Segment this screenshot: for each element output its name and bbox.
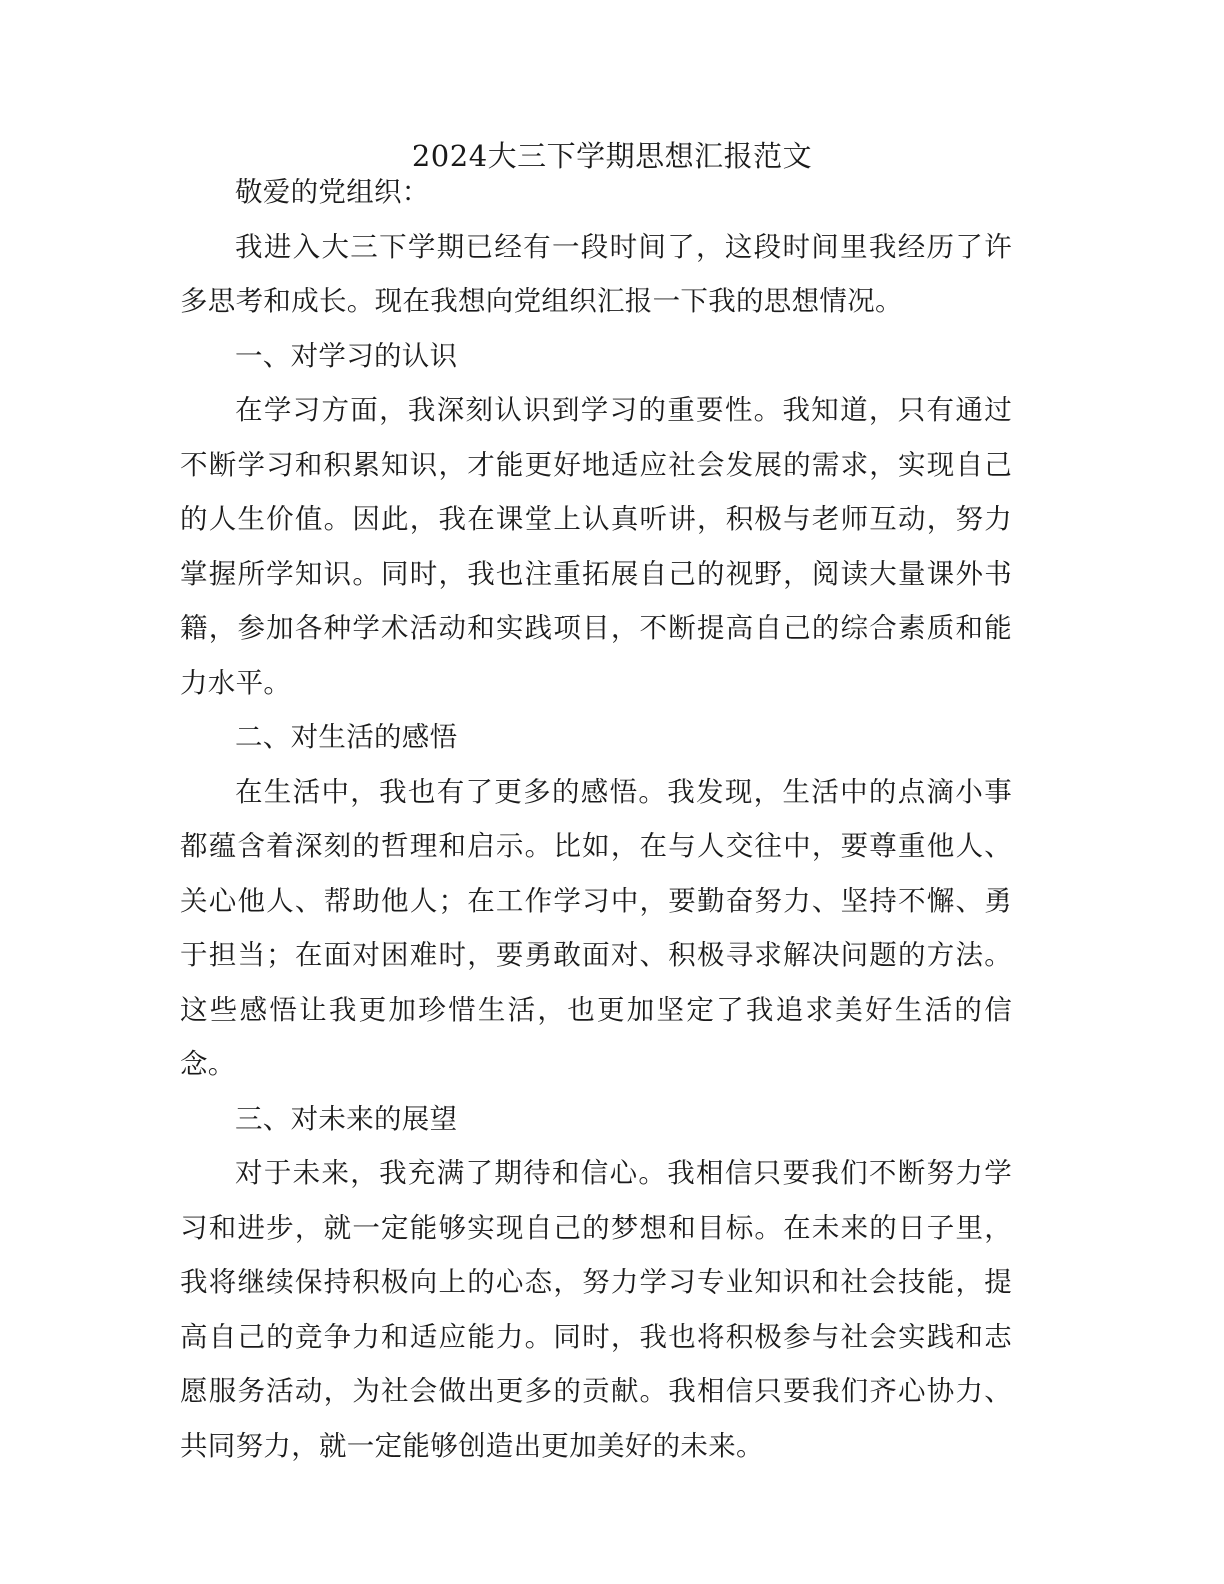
document-body xyxy=(180,165,1012,1473)
paragraph-life: 在生活中，我也有了更多的感悟。我发现，生活中的点滴小事都蕴含着深刻的哲理和启示。比如，在与人交往中，要尊重他人、关心他人、帮助他人；在工作学习中，要勤奋努力、坚持不懈、勇于担当；在面对困难时，要勇敢面对、积极寻求解决问题的方法。这些感悟让我更加珍惜生活，也更加坚定了我追求美好生活的信念。 xyxy=(180,775,1012,1080)
document-title: 2024大三下学期思想汇报范文 xyxy=(411,139,813,173)
paragraph-intro: 我进入大三下学期已经有一段时间了，这段时间里我经历了许多思考和成长。现在我想向党组织汇报一下我的思想情况。 xyxy=(180,230,1012,317)
paragraph-future: 对于未来，我充满了期待和信心。我相信只要我们不断努力学习和进步，就一定能够实现自己的梦想和目标。在未来的日子里，我将继续保持积极向上的心态，努力学习专业知识和社会技能，提高自己的竞争力和适应能力。同时，我也将积极参与社会实践和志愿服务活动，为社会做出更多的贡献。我相信只要我们齐心协力、共同努力，就一定能够创造出更加美好的未来。 xyxy=(180,1157,1012,1462)
section-heading-life: 二、对生活的感悟 xyxy=(235,721,458,753)
salutation: 敬爱的党组织： xyxy=(235,176,430,208)
section-heading-study: 一、对学习的认识 xyxy=(235,339,458,372)
paragraph-study: 在学习方面，我深刻认识到学习的重要性。我知道，只有通过不断学习和积累知识，才能更好地适应社会发展的需求，实现自己的人生价值。因此，我在课堂上认真听讲，积极与老师互动，努力掌握所学知识。同时，我也注重拓展自己的视野，阅读大量课外书籍，参加各种学术活动和实践项目，不断提高自己的综合素质和能力水平。 xyxy=(180,394,1012,699)
section-heading-future: 三、对未来的展望 xyxy=(235,1102,458,1135)
